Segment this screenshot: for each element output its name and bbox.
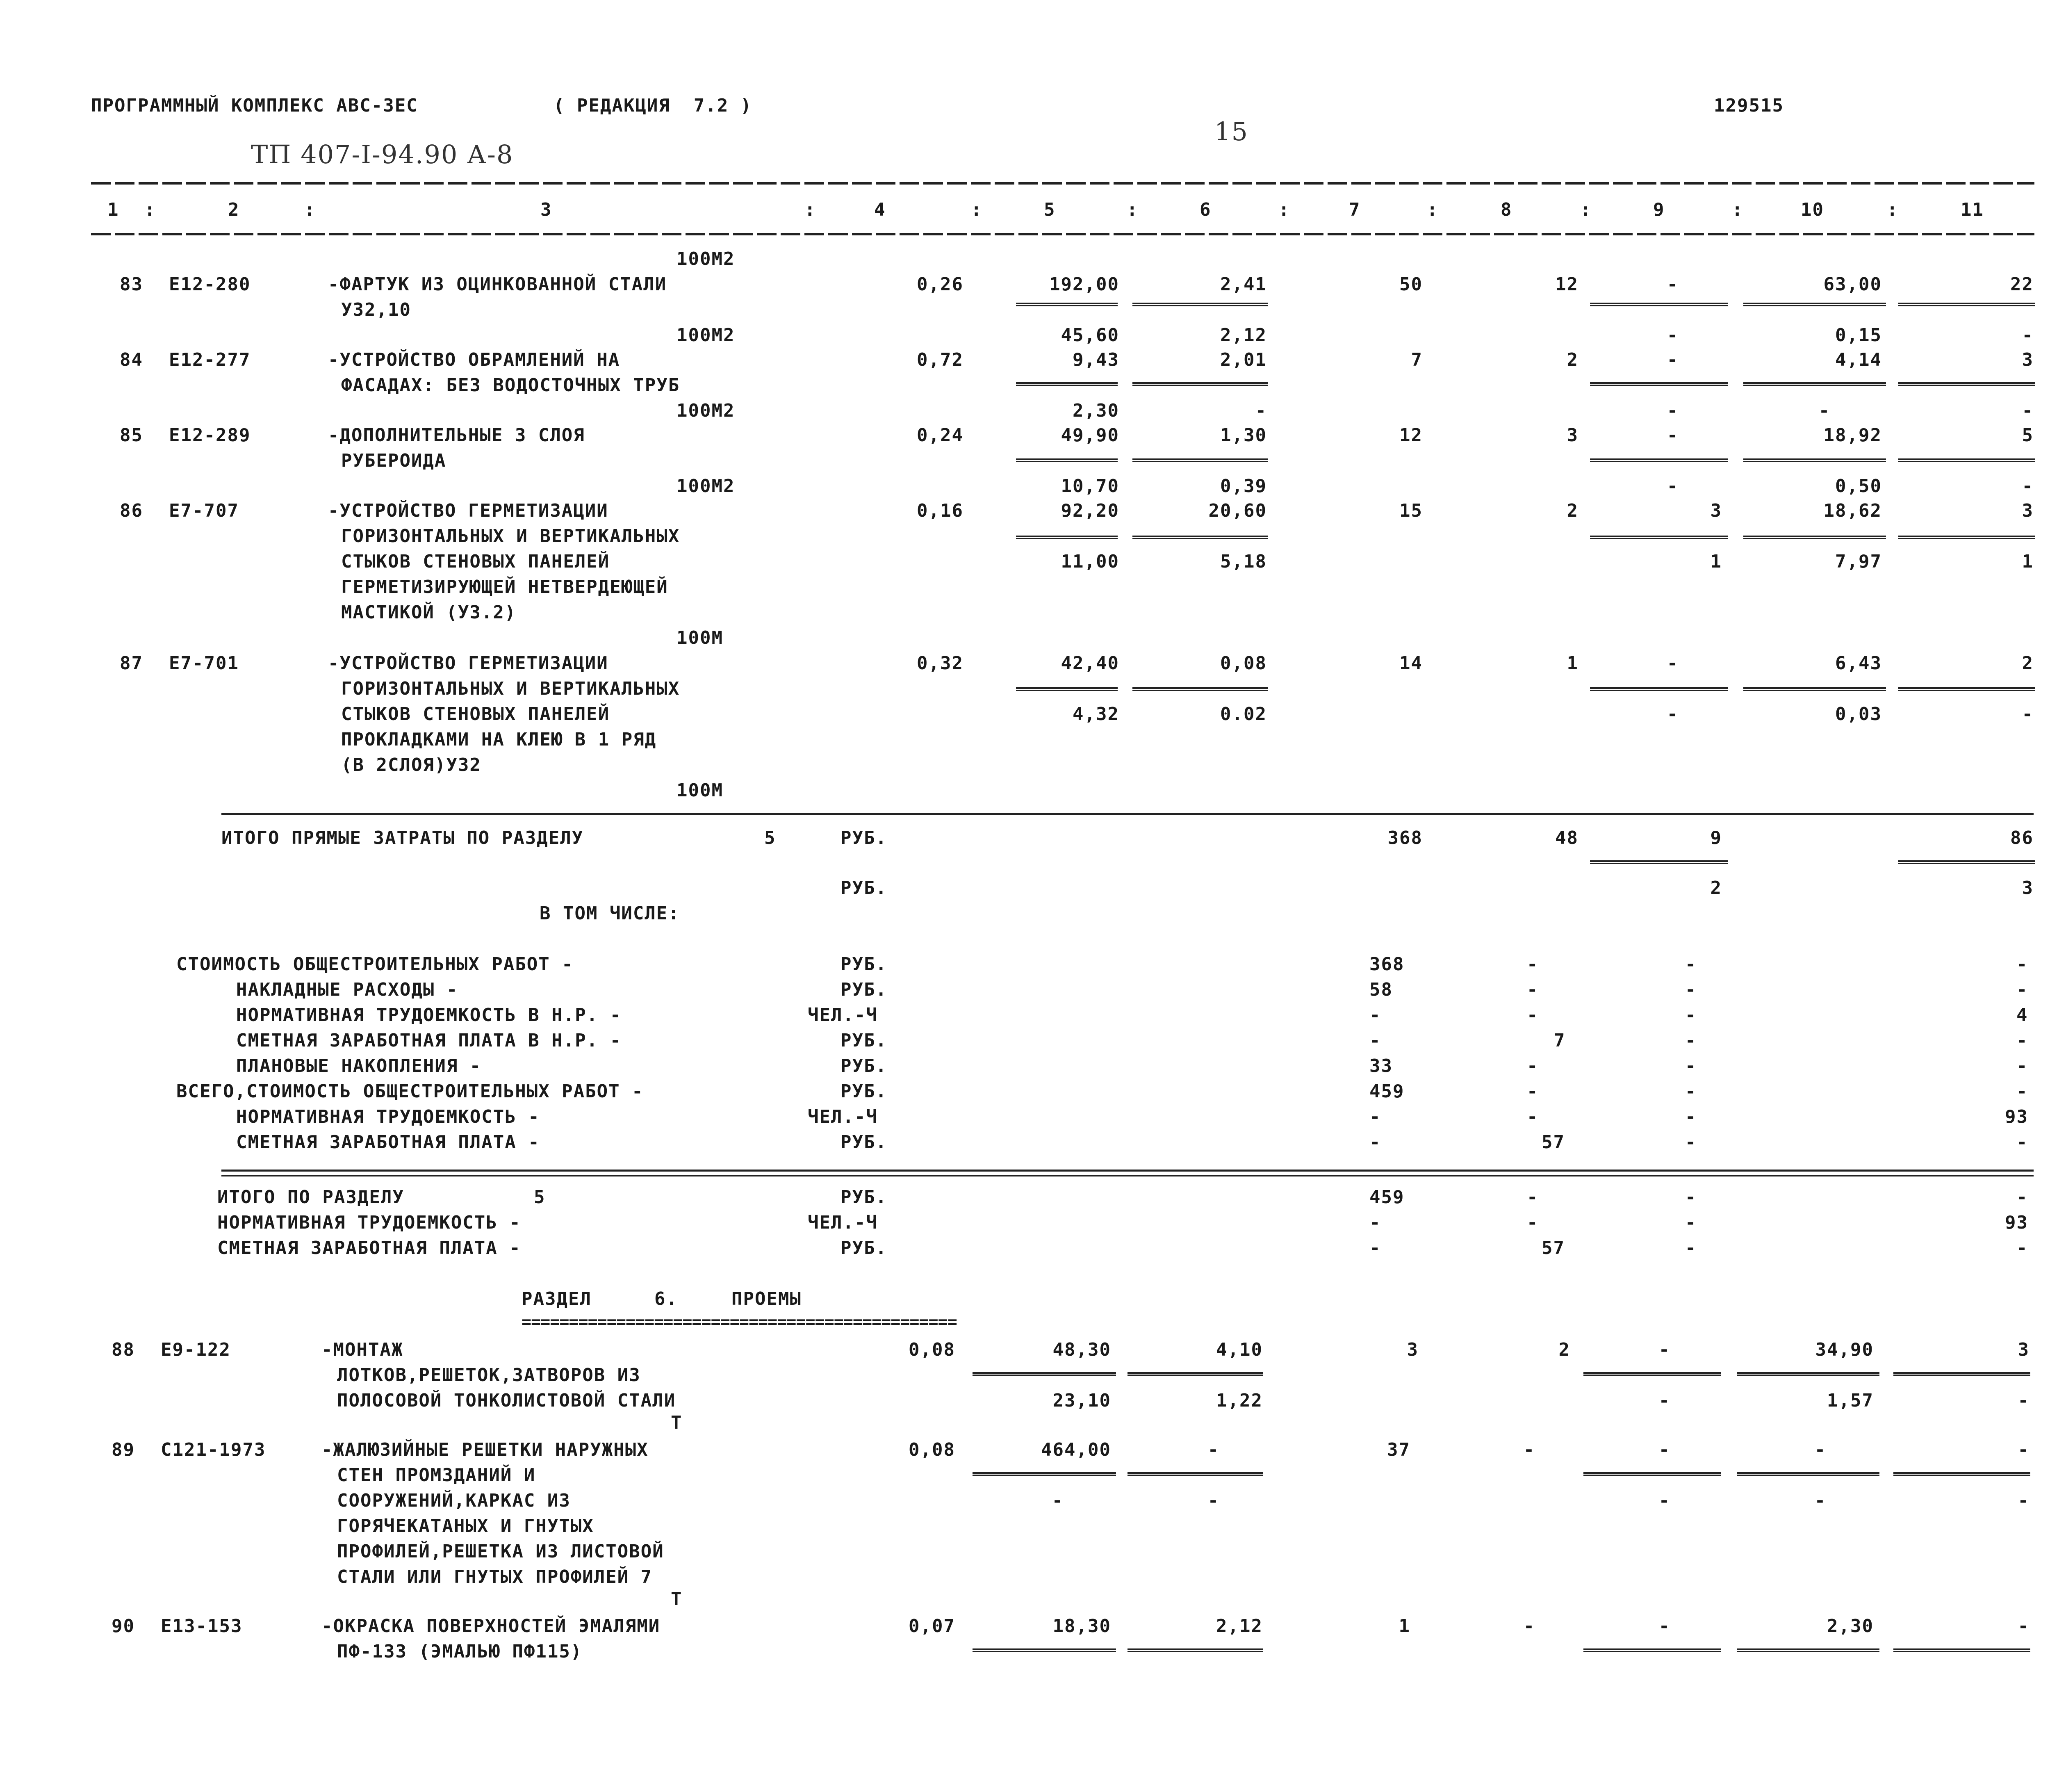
row-number: 85 xyxy=(120,425,143,446)
col-5: 5 xyxy=(1044,199,1056,220)
col-10: 10 xyxy=(1801,199,1824,220)
col-7: 7 xyxy=(1349,199,1361,220)
col-6: 6 xyxy=(1200,199,1212,220)
program-title: ПРОГРАММНЫЙ КОМПЛЕКС АВС-3ЕС xyxy=(91,95,418,116)
description: -ОКРАСКА ПОВЕРХНОСТЕЙ ЭМАЛЯМИ xyxy=(321,1616,661,1637)
row-number: 87 xyxy=(120,653,143,674)
rate-code: Е9-122 xyxy=(161,1339,231,1360)
rate-code: Е13-153 xyxy=(161,1616,243,1637)
col-8: 8 xyxy=(1501,199,1512,220)
description: -УСТРОЙСТВО ОБРАМЛЕНИЙ НА xyxy=(328,349,620,370)
row-number: 89 xyxy=(112,1439,135,1460)
row-number: 84 xyxy=(120,349,143,370)
col-2: 2 xyxy=(228,199,240,220)
rate-code: Е12-280 xyxy=(169,274,251,295)
document-code: 129515 xyxy=(1714,95,1784,116)
row-number: 88 xyxy=(112,1339,135,1360)
description: -ДОПОЛНИТЕЛЬНЫЕ 3 СЛОЯ xyxy=(328,425,585,446)
col-4: 4 xyxy=(874,199,886,220)
row-number: 83 xyxy=(120,274,143,295)
rate-code: Е7-701 xyxy=(169,653,239,674)
rate-code: Е12-277 xyxy=(169,349,251,370)
description: -УСТРОЙСТВО ГЕРМЕТИЗАЦИИ xyxy=(328,500,608,521)
section-rule xyxy=(221,813,2034,815)
description: -УСТРОЙСТВО ГЕРМЕТИЗАЦИИ xyxy=(328,653,608,674)
row-number: 86 xyxy=(120,500,143,521)
description: -ЖАЛЮЗИЙНЫЕ РЕШЕТКИ НАРУЖНЫХ xyxy=(321,1439,649,1460)
rate-code: С121-1973 xyxy=(161,1439,266,1460)
header-top-rule xyxy=(91,182,2034,185)
description: -ФАРТУК ИЗ ОЦИНКОВАННОЙ СТАЛИ xyxy=(328,274,667,295)
header-bottom-rule xyxy=(91,233,2034,235)
col-1: 1 xyxy=(107,199,119,220)
edition-label: ( РЕДАКЦИЯ 7.2 ) xyxy=(554,95,752,116)
rate-code: Е7-707 xyxy=(169,500,239,521)
col-11: 11 xyxy=(1961,199,1984,220)
rate-code: Е12-289 xyxy=(169,425,251,446)
section-rule xyxy=(221,1170,2034,1172)
description: -МОНТАЖ xyxy=(321,1339,403,1360)
page-number: 15 xyxy=(1214,116,1248,146)
project-code: ТП 407-I-94.90 А-8 xyxy=(251,139,514,169)
document-page: ПРОГРАММНЫЙ КОМПЛЕКС АВС-3ЕС ( РЕДАКЦИЯ 7.2 ) 129515 ТП 407-I-94.90 А-8 15 1 : 2 : 3 : 4 : 5 : 6 : 7 : 8 : 9 : 10 : 11 100М2 83 Е12-280 -ФАРТУК ИЗ ОЦИНКОВАННОЙ СТАЛИ У32,10 0,26 192,00 2,41 50 12 - 63,00 22 100М2 45,60 2,12 - 0,15 - 84 Е12-277 -УСТРОЙСТВО ОБРАМЛЕНИЙ НА ФАСАДАХ: БЕЗ ВОДОСТОЧНЫХ ТРУБ 0,72 9,43 2,01 7 2 - 4,14 3 100М2 2,30 - - - - 85 Е12-289 -ДОПОЛНИТЕЛЬНЫЕ 3 СЛОЯ РУБЕРОИДА 0,24 49,90 1,30 12 3 - 18,92 5 100М2 10,70 0,39 - 0,50 - 86 Е7-707 -УСТРОЙСТВО ГЕРМЕТИЗАЦИИ ГОРИЗОНТАЛЬНЫХ И ВЕРТИКАЛЬНЫХ СТЫКОВ СТЕНОВЫХ ПАНЕЛЕЙ ГЕРМЕТИЗИРУЮЩЕЙ НЕТВЕРДЕЮЩЕЙ МАСТИКОЙ (У3.2) 0,16 92,20 20,60 15 2 3 18,62 3 11,00 5,18 1 7,97 1 100М 87 Е7-701 -УСТРОЙСТВО ГЕРМЕТИЗАЦИИ ГОРИЗОНТАЛЬНЫХ И ВЕРТИКАЛЬНЫХ СТЫКОВ СТЕНОВЫХ ПАНЕЛЕЙ ПРОКЛАДКАМИ НА КЛЕЮ В 1 РЯД (В 2СЛОЯ)У32 100М 0,32 42,40 0,08 14 1 - 6,43 2 4,32 0.02 - 0,03 - ИТОГО ПРЯМЫЕ ЗАТРАТЫ ПО РАЗДЕЛУ 5 РУБ. 368 48 9 86 РУБ. 2 3 В ТОМ ЧИСЛЕ: СТОИМОСТЬ ОБЩЕСТРОИТЕЛЬНЫХ РАБОТ - РУБ. 368 - - - НАКЛАДНЫЕ РАСХОДЫ - РУБ. 58 - - - НОРМАТИВНАЯ ТРУДОЕМКОСТЬ В Н.Р. - ЧЕЛ.-Ч - - - 4 СМЕТНАЯ ЗАРАБОТНАЯ ПЛАТА В Н.Р. - РУБ. - 7 - - ПЛАНОВЫЕ НАКОПЛЕНИЯ - РУБ. 33 - - - ВСЕГО,СТОИМОСТЬ ОБЩЕСТРОИТЕЛЬНЫХ РАБОТ - РУБ. 459 - - - НОРМАТИВНАЯ ТРУДОЕМКОСТЬ - ЧЕЛ.-Ч - - - 93 СМЕТНАЯ ЗАРАБОТНАЯ ПЛАТА - РУБ. - 57 - - ИТОГО ПО РАЗДЕЛУ 5 РУБ. 459 - - - НОРМАТИВНАЯ ТРУДОЕМКОСТЬ - ЧЕЛ.-Ч - - - 93 СМЕТНАЯ ЗАРАБОТНАЯ ПЛАТА - РУБ. - 57 - - РАЗДЕЛ 6. ПРОЕМЫ ============================================== 88 Е9-122 -МОНТАЖ ЛОТКОВ,РЕШЕТОК,ЗАТВОРОВ ИЗ ПОЛОСОВОЙ ТОНКОЛИСТОВОЙ СТАЛИ Т 0,08 48,30 4,10 3 2 - 34,90 3 23,10 1,22 - 1,57 - 89 С121-1973 -ЖАЛЮЗИЙНЫЕ РЕШЕТКИ НАРУЖНЫХ СТЕН ПРОМЗДАНИЙ И СООРУЖЕНИЙ,КАРКАС ИЗ ГОРЯЧЕКАТАНЫХ И ГНУТЫХ ПРОФИЛЕЙ,РЕШЕТКА ИЗ ЛИСТОВОЙ СТАЛИ ИЛИ ГНУТЫХ ПРОФИЛЕЙ 7 Т 0,08 464,00 - 37 - - - - - - - - - 90 Е13-153 -ОКРАСКА ПОВЕРХНОСТЕЙ ЭМАЛЯМИ ПФ-133 (ЭМАЛЬЮ ПФ115) 0,07 18,30 2,12 1 - - 2,30 - xyxy=(0,0,2050,1792)
row-number: 90 xyxy=(112,1616,135,1637)
col-3: 3 xyxy=(540,199,552,220)
col-9: 9 xyxy=(1653,199,1665,220)
